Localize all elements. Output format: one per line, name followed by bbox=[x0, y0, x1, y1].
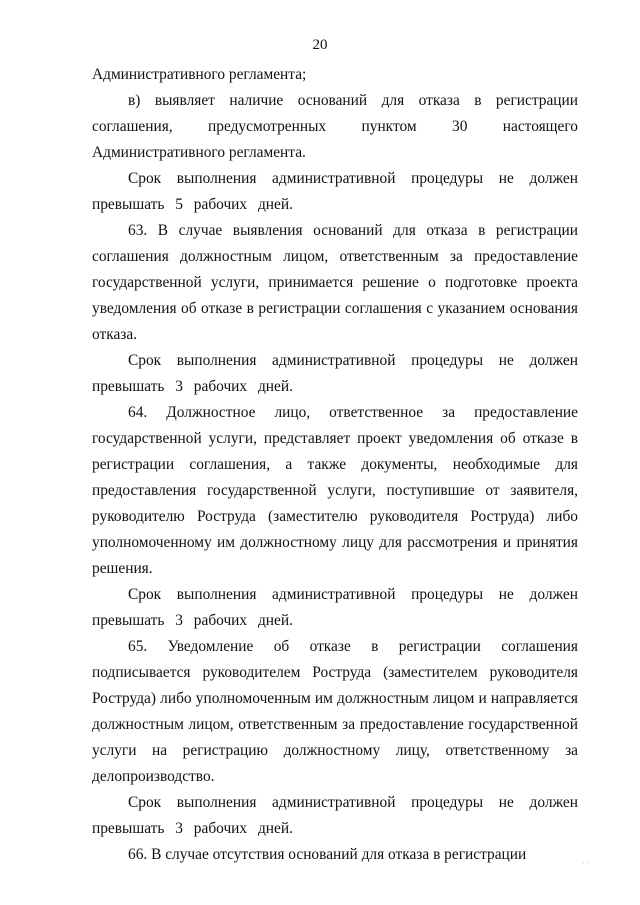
page-number: 20 bbox=[312, 37, 328, 53]
paragraph-deadline-3-days-c: Срок выполнения административной процедуры не должен превышать 3 рабочих дней. bbox=[92, 794, 578, 837]
paragraph-63: 63. В случае выявления оснований для отказа в регистрации соглашения должностным лицом, ответственным за предоставление государственной услуги, принимается решение о подготовке проекта уведомления об отказе в регистрации соглашения с указанием основания отказа. bbox=[92, 222, 578, 343]
document-body bbox=[92, 62, 578, 868]
paragraph-deadline-5-days: Срок выполнения административной процедуры не должен превышать 5 рабочих дней. bbox=[92, 170, 578, 213]
paragraph-deadline-3-days-b: Срок выполнения административной процедуры не должен превышать 3 рабочих дней. bbox=[92, 586, 578, 629]
paragraph-deadline-3-days-a: Срок выполнения административной процедуры не должен превышать 3 рабочих дней. bbox=[92, 352, 578, 395]
paragraph-65: 65. Уведомление об отказе в регистрации соглашения подписывается руководителем Роструда (заместителем руководителя Роструда) либо уполномоченным им должностным лицом и направляется должностным лицом, ответственным за предоставление государственной услуги на регистрацию должностному лицу, ответственному за делопроизводство. bbox=[92, 638, 578, 785]
paragraph-continuation: Административного регламента; bbox=[92, 66, 307, 83]
paragraph-64: 64. Должностное лицо, ответственное за предоставление государственной услуги, представляет проект уведомления об отказе в регистрации соглашения, а также документы, необходимые для предоставления государственной услуги, поступившие от заявителя, руководителю Роструда (заместителю руководителя Роструда) либо уполномоченному им должностному лицу для рассмотрения и принятия решения. bbox=[92, 404, 578, 577]
scan-speck: · · bbox=[582, 859, 590, 868]
paragraph-66: 66. В случае отсутствия оснований для отказа в регистрации bbox=[128, 846, 527, 863]
paragraph-item-v: в) выявляет наличие оснований для отказа в регистрации соглашения, предусмотренных пунктом 30 настоящего Административного регламента. bbox=[92, 92, 578, 161]
